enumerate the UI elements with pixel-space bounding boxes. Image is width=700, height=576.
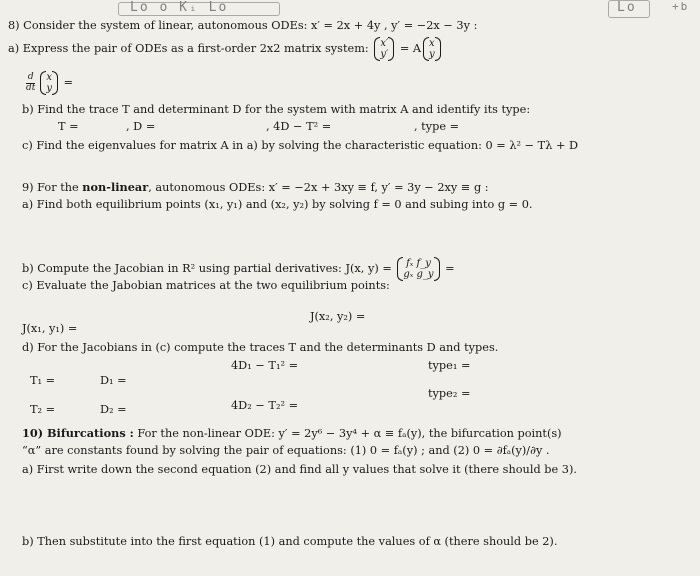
q8-header: 8) Consider the system of linear, autonomous ODEs: x′ = 2x + 4y , y′ = −2x − 3y : <box>8 19 478 32</box>
q8-a-prefix: a) Express the pair of ODEs as a first-order 2x2 matrix system: <box>8 42 369 55</box>
q9-d-type1: type₁ = <box>428 359 471 372</box>
q8-a-vector-left: x′ y′ <box>374 38 394 60</box>
q8-a-line <box>8 38 443 60</box>
q9-J2: J(x₂, y₂) = <box>310 310 366 323</box>
q9-d-type2: type₂ = <box>428 387 471 400</box>
q8-c-line: c) Find the eigenvalues for matrix A in a) by solving the characteristic equation: 0 = λ² − Tλ + D <box>22 139 579 152</box>
handwritten-scribble-top: Lo o Kᵢ Lo <box>130 0 229 15</box>
handwritten-scribble-corner: +b <box>672 0 690 13</box>
q9-J1: J(x₁, y₁) = <box>22 322 78 335</box>
q10-header: 10) Bifurcations : For the non-linear ODE: y′ = 2y⁶ − 3y⁴ + α ≡ fₐ(y), the bifurcation point(s) <box>22 426 562 440</box>
q8-b-T: T = <box>58 120 79 133</box>
q9-a-line: a) Find both equilibrium points (x₁, y₁) and (x₂, y₂) by solving f = 0 and subing into g = 0. <box>22 198 533 211</box>
q9-header: 9) For the non-linear, autonomous ODEs: x′ = −2x + 3xy ≡ f, y′ = 3y − 2xy ≡ g : <box>22 180 489 194</box>
q8-derivative-eq: = <box>60 76 74 89</box>
scribble-bracket <box>118 2 280 16</box>
q8-b-type: , type = <box>414 120 460 133</box>
q9-d-T1: T₁ = <box>30 374 56 387</box>
q8-a-eq-A: = A <box>396 42 422 55</box>
handwritten-scribble-right: Lo <box>617 0 637 15</box>
q9-d-expr1: 4D₁ − T₁² = <box>231 359 299 372</box>
q10-line2: “α” are constants found by solving the pair of equations: (1) 0 = fₐ(y) ; and (2) 0 = ∂fₐ(y)/∂y . <box>22 444 550 457</box>
q10-a-line: a) First write down the second equation (2) and find all y values that solve it (there should be 3). <box>22 463 577 476</box>
q9-b-eq: = <box>441 262 455 275</box>
q9-d-expr2: 4D₂ − T₂² = <box>231 399 299 412</box>
q8-b-4D-T2: , 4D − T² = <box>266 120 332 133</box>
q9-d-D2: D₂ = <box>100 403 127 416</box>
q8-derivative-line <box>26 72 73 94</box>
q8-derivative-vector: x y <box>40 72 58 94</box>
q9-c-line: c) Evaluate the Jabobian matrices at the two equilibrium points: <box>22 279 390 292</box>
q9-b-prefix: b) Compute the Jacobian in R² using partial derivatives: J(x, y) = <box>22 262 392 275</box>
q9-d-T2: T₂ = <box>30 403 56 416</box>
q10-b-line: b) Then substitute into the first equation (1) and compute the values of α (there should be 2). <box>22 535 558 548</box>
jacobian-matrix: fₓ f_y gₓ g_y <box>397 258 439 280</box>
q8-b-line: b) Find the trace T and determinant D for the system with matrix A and identify its type: <box>22 103 531 116</box>
q9-b-line <box>22 258 455 280</box>
q8-a-vector-right: x y <box>423 38 441 60</box>
q8-b-D: , D = <box>126 120 156 133</box>
q9-d-line: d) For the Jacobians in (c) compute the traces T and the determinants D and types. <box>22 341 499 354</box>
q9-d-D1: D₁ = <box>100 374 127 387</box>
derivative-operator: $\frac{d}{dt}$ <box>26 71 36 93</box>
scribble-box-right <box>608 0 650 18</box>
